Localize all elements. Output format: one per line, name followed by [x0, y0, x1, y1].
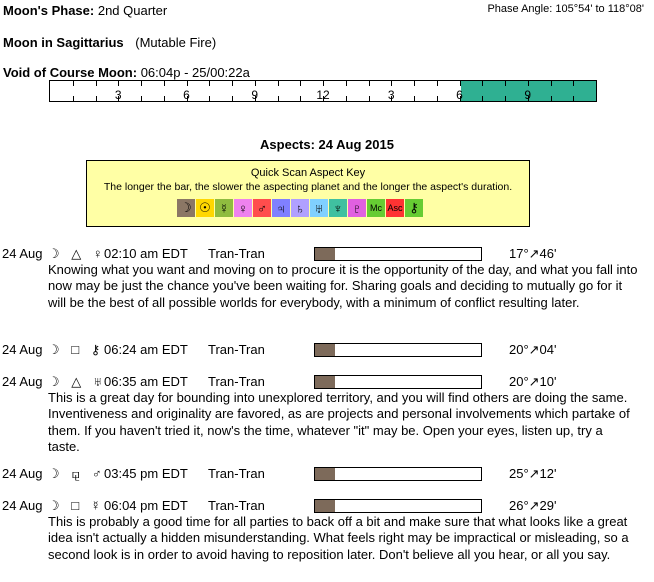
aspect-degree: 25°↗12': [509, 466, 557, 481]
aspect-date: 24 Aug: [2, 498, 43, 513]
aspect-symbols: ☽ △ ♅: [48, 374, 107, 389]
timeline-tick: [369, 96, 370, 101]
moon-sign-line: [3, 35, 216, 50]
timeline-tick: [96, 96, 97, 101]
aspect-duration-bar: [314, 247, 482, 261]
jupiter-icon: ♃: [272, 199, 290, 217]
aspect-degree: 20°↗04': [509, 342, 557, 357]
timeline-tick: [482, 96, 483, 101]
uranus-icon: ♅: [310, 199, 328, 217]
timeline-tick: [209, 96, 210, 101]
aspect-duration-fill: [315, 344, 335, 356]
timeline-tick: [551, 96, 552, 101]
timeline-tick: [209, 81, 210, 86]
venus-icon: ♀: [234, 199, 252, 217]
aspect-key-box: [86, 160, 530, 227]
timeline-tick: [164, 96, 165, 101]
timeline-tick: [118, 81, 119, 86]
timeline-tick: [414, 81, 415, 86]
timeline-tick: [369, 81, 370, 86]
timeline-hour-label: 6: [183, 88, 190, 102]
timeline-hour-label: 12: [316, 88, 330, 102]
aspect-time: 06:35 am EDT: [104, 374, 188, 389]
aspect-type: Tran-Tran: [208, 246, 265, 261]
timeline-hour-label: 3: [114, 88, 122, 102]
timeline-tick: [460, 81, 461, 86]
timeline-tick: [573, 96, 574, 101]
aspect-row: [2, 342, 642, 358]
aspects-title: Aspects: 24 Aug 2015: [260, 137, 394, 152]
void-of-course-timeline: [49, 80, 597, 102]
timeline-tick: [141, 81, 142, 86]
mercury-icon: ☿: [215, 199, 233, 217]
aspect-symbols: ☽ ⚼ ♂: [48, 466, 106, 481]
moon-phase-line: [3, 3, 167, 18]
timeline-tick: [573, 81, 574, 86]
moon-sign-detail: (Mutable Fire): [135, 35, 217, 50]
void-of-course-label: Void of Course Moon:: [3, 65, 138, 80]
aspect-description: This is a great day for bounding into unexplored territory, and you will find others are doing the same. Inventiveness and originality are favored, as are projects and personal involvements which partake of them. If you haven't tried it, now's the time, whatever "it" may be. Open your eyes, listen up, try a taste.: [48, 390, 630, 454]
timeline-tick: [164, 81, 165, 86]
timeline-tick: [551, 81, 552, 86]
aspect-row: [2, 246, 642, 262]
saturn-icon: ♄: [291, 199, 309, 217]
timeline-tick: [278, 96, 279, 101]
aspect-key-description: The longer the bar, the slower the aspecting planet and the longer the aspect's duration.: [103, 181, 513, 193]
chiron-icon: ⚷: [405, 199, 423, 217]
ascendant-icon: Asc: [386, 199, 404, 217]
phase-angle-line: [487, 3, 644, 15]
aspect-type: Tran-Tran: [208, 466, 265, 481]
aspect-type: Tran-Tran: [208, 342, 265, 357]
aspect-duration-fill: [315, 468, 335, 480]
void-of-course-line: [3, 65, 250, 80]
timeline-tick: [323, 81, 324, 86]
aspect-degree: 26°↗29': [509, 498, 557, 513]
aspect-type: Tran-Tran: [208, 498, 265, 513]
timeline-tick: [232, 81, 233, 86]
pluto-icon: ♇: [348, 199, 366, 217]
timeline-tick: [346, 96, 347, 101]
timeline-tick: [300, 96, 301, 101]
phase-angle-value: 105°54' to 118°08': [555, 3, 644, 15]
aspect-symbols: ☽ □ ☿: [48, 498, 105, 513]
timeline-tick: [482, 81, 483, 86]
midheaven-icon: Mc: [367, 199, 385, 217]
timeline-tick: [187, 81, 188, 86]
aspect-date: 24 Aug: [2, 342, 43, 357]
neptune-icon: ♆: [329, 199, 347, 217]
timeline-tick: [437, 96, 438, 101]
sun-icon: ☉: [196, 199, 214, 217]
timeline-hour-label: 3: [387, 88, 395, 102]
aspect-symbols: ☽ △ ♀: [48, 246, 107, 261]
aspect-row: [2, 498, 642, 514]
aspect-symbols: ☽ □ ⚷: [48, 342, 105, 357]
aspect-duration-fill: [315, 376, 335, 388]
aspect-duration-bar: [314, 467, 482, 481]
timeline-tick: [437, 81, 438, 86]
aspect-date: 24 Aug: [2, 246, 43, 261]
timeline-tick: [141, 96, 142, 101]
timeline-tick: [505, 96, 506, 101]
aspect-time: 06:24 am EDT: [104, 342, 188, 357]
void-of-course-value: 06:04p - 25/00:22a: [140, 65, 250, 80]
timeline-hour-label: 9: [251, 88, 259, 102]
phase-angle-label: Phase Angle:: [487, 3, 553, 15]
timeline-tick: [528, 81, 529, 86]
aspect-description: Knowing what you want and moving on to procure it is the opportunity of the day, and what you fall into now may be just the chance you've been waiting for. Sharing goals and deciding to mutually go for it will be the best of all possible worlds for everybody, with a minimum of conflict resulting later.: [48, 262, 638, 310]
aspect-duration-bar: [314, 375, 482, 389]
moon-phase-value: 2nd Quarter: [97, 3, 168, 18]
timeline-tick: [73, 96, 74, 101]
timeline-tick: [73, 81, 74, 86]
moon-sign-label: Moon in Sagittarius: [3, 35, 124, 50]
aspect-duration-fill: [315, 500, 335, 512]
timeline-tick: [96, 81, 97, 86]
timeline-hour-label: 9: [524, 88, 532, 102]
timeline-tick: [505, 81, 506, 86]
aspect-date: 24 Aug: [2, 374, 43, 389]
moon-icon: ☽: [177, 199, 195, 217]
moon-phase-label: Moon's Phase:: [3, 3, 95, 18]
mars-icon: ♂: [253, 199, 271, 217]
aspect-row: [2, 374, 642, 390]
timeline-hour-label: 6: [456, 88, 463, 102]
aspect-row: [2, 466, 642, 482]
aspect-time: 02:10 am EDT: [104, 246, 188, 261]
timeline-tick: [255, 81, 256, 86]
aspect-duration-bar: [314, 343, 482, 357]
timeline-tick: [232, 96, 233, 101]
aspect-degree: 17°↗46': [509, 246, 557, 261]
aspect-date: 24 Aug: [2, 466, 43, 481]
aspect-time: 03:45 pm EDT: [104, 466, 188, 481]
timeline-tick: [300, 81, 301, 86]
aspect-degree: 20°↗10': [509, 374, 557, 389]
aspect-type: Tran-Tran: [208, 374, 265, 389]
planet-key-row: [177, 199, 424, 217]
aspect-duration-bar: [314, 499, 482, 513]
aspect-duration-fill: [315, 248, 335, 260]
timeline-tick: [278, 81, 279, 86]
timeline-tick: [414, 96, 415, 101]
aspect-description: This is probably a good time for all parties to back off a bit and make sure that what looks like a great idea isn't actually a hidden misunderstanding. What feels right may be impractical or misleading, so a second look is in order to avoid having to reposition later. Don't believe all you hear, or all you say.: [48, 514, 629, 562]
aspect-time: 06:04 pm EDT: [104, 498, 188, 513]
timeline-tick: [391, 81, 392, 86]
timeline-tick: [346, 81, 347, 86]
aspect-key-title: Quick Scan Aspect Key: [250, 167, 366, 179]
